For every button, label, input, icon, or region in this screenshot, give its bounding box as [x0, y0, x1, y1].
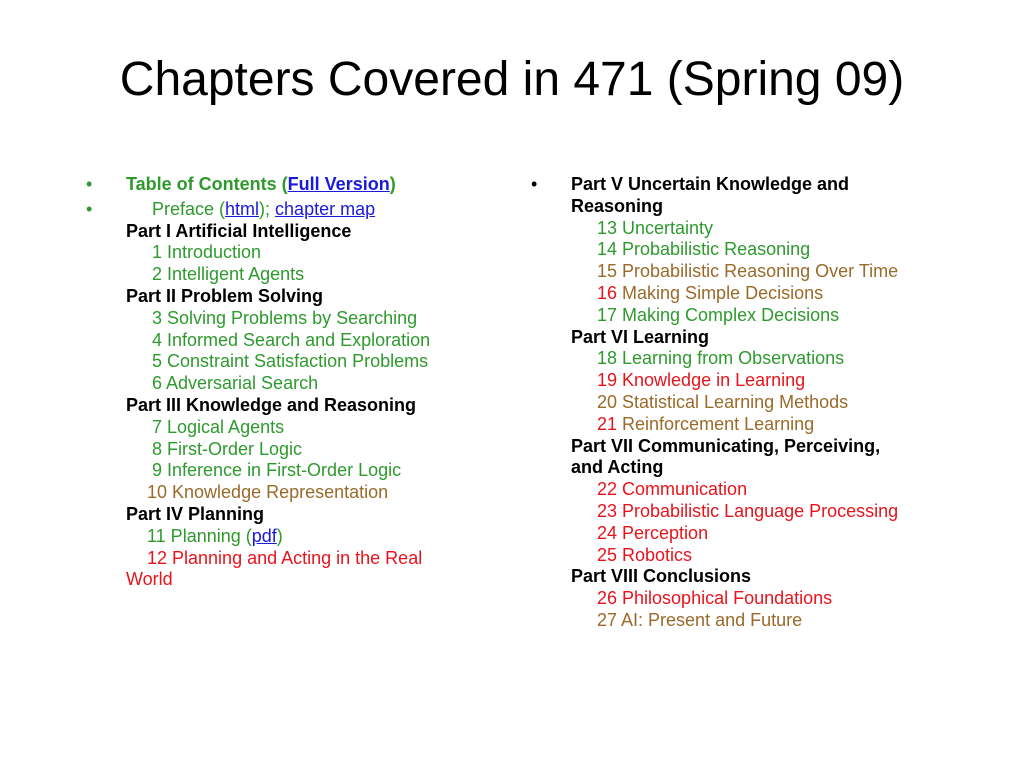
chapter-item: Reinforcement Learning — [617, 413, 815, 434]
left-column — [86, 174, 506, 594]
part-heading: Part III Knowledge and Reasoning — [126, 394, 417, 415]
bullet-icon: • — [86, 198, 93, 219]
chapter-item: 2 Intelligent Agents — [152, 264, 305, 285]
chapter-item: 22 Communication — [597, 479, 748, 500]
chapter-item: 7 Logical Agents — [152, 416, 285, 437]
right-column — [531, 174, 971, 635]
chapter-item: 18 Learning from Observations — [597, 348, 845, 369]
chapter-number: 16 — [597, 282, 618, 303]
chapter-item: 27 AI: Present and Future — [597, 609, 803, 630]
chapter-item: 24 Perception — [597, 522, 709, 543]
chapter-item: 1 Introduction — [152, 242, 262, 263]
chapters-item — [531, 174, 971, 632]
chapter-close: ) — [276, 525, 283, 546]
bullet-icon: • — [531, 174, 538, 194]
chapter-item: 26 Philosophical Foundations — [597, 588, 833, 609]
bullet-icon: • — [86, 174, 93, 194]
chapter-item: 8 First-Order Logic — [152, 438, 303, 459]
part-heading: Part VII Communicating, Perceiving, — [571, 435, 881, 456]
chapter-item: 15 Probabilistic Reasoning Over Time — [597, 261, 899, 282]
chapter-item: 10 Knowledge Representation — [147, 482, 389, 503]
planning-pdf-link[interactable]: pdf — [251, 525, 277, 546]
part-heading: Part I Artificial Intelligence — [126, 220, 352, 241]
chapter-map-link[interactable]: chapter map — [275, 198, 376, 219]
chapter-item: 6 Adversarial Search — [152, 373, 319, 394]
chapter-item: 14 Probabilistic Reasoning — [597, 239, 811, 260]
toc-item — [86, 174, 506, 196]
chapter-item: Making Simple Decisions — [617, 282, 824, 303]
part-heading-continued: Reasoning — [571, 195, 664, 216]
chapter-item: 19 Knowledge in Learning — [597, 370, 806, 391]
toc-label: Table of Contents ( — [126, 174, 288, 194]
part-heading: Part IV Planning — [126, 503, 265, 524]
part-heading-continued: and Acting — [571, 457, 664, 478]
chapter-item: 23 Probabilistic Language Processing — [597, 500, 899, 521]
chapter-item: 12 Planning and Acting in the Real — [147, 547, 423, 568]
part-heading: Part VIII Conclusions — [571, 566, 752, 587]
part-heading: Part V Uncertain Knowledge and — [571, 174, 850, 194]
preface-label: Preface ( — [152, 198, 226, 219]
chapter-item: 17 Making Complex Decisions — [597, 304, 840, 325]
chapter-item: 3 Solving Problems by Searching — [152, 307, 418, 328]
part-heading: Part VI Learning — [571, 326, 710, 347]
chapter-item: 9 Inference in First-Order Logic — [152, 460, 402, 481]
chapter-item: 11 Planning ( — [147, 525, 252, 546]
chapter-item: 13 Uncertainty — [597, 217, 714, 238]
chapter-number: 21 — [597, 413, 618, 434]
toc-close: ) — [389, 174, 396, 194]
chapter-item: 4 Informed Search and Exploration — [152, 329, 431, 350]
chapter-item: 20 Statistical Learning Methods — [597, 391, 849, 412]
preface-sep: ); — [259, 198, 276, 219]
full-version-link[interactable]: Full Version — [287, 174, 390, 194]
preface-html-link[interactable]: html — [225, 198, 260, 219]
part-heading: Part II Problem Solving — [126, 285, 324, 306]
chapter-item: 25 Robotics — [597, 544, 693, 565]
chapter-item: 5 Constraint Satisfaction Problems — [152, 351, 429, 372]
chapters-item — [86, 199, 506, 591]
chapter-item-continued: World — [126, 569, 173, 590]
slide-title: Chapters Covered in 471 (Spring 09) — [119, 53, 905, 106]
